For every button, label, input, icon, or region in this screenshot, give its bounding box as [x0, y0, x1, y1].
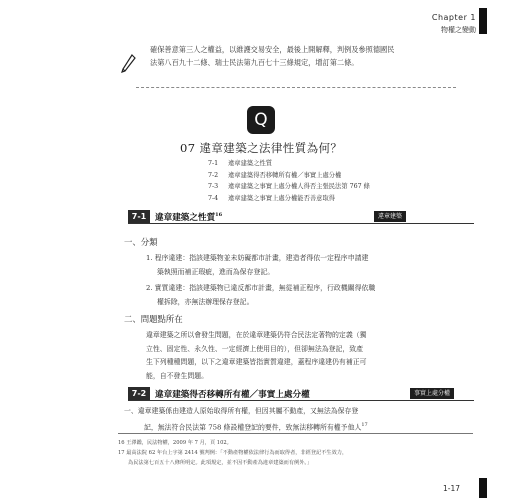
toc-number: 7-2: [208, 171, 219, 179]
page-tab-marker: [479, 478, 487, 498]
toc-number: 7-3: [208, 183, 219, 191]
chapter-label: Chapter 1: [431, 13, 476, 22]
toc-text: 違章建築之事實上處分權人得否主張民法第 767 條: [228, 183, 370, 191]
para-line: 違章建築之所以會發生問題，在於違章建築仍符合民法定著物的定義（獨: [146, 331, 367, 339]
para-line: 築執照而補正瑕疵，進而為保存登記。: [157, 267, 275, 276]
quote-divider: [136, 87, 456, 88]
para-line: 生下列種種問題，以下之違章建築皆指實質違建，蓋程序違建仍有補正可: [146, 358, 367, 367]
para-line: 立性、固定性、永久性、一定經濟上使用目的），但卻無法為登記，致產: [146, 344, 364, 353]
toc-text: 違章建築得否移轉所有權／事實上處分權: [228, 171, 342, 179]
footnotes: [118, 438, 478, 468]
toc-item: [208, 170, 370, 182]
footnote: 17 最高法院 62 年台上字第 2414 號判例：「不動產物權依法律行為而取得者，非經登記不生效力，: [118, 450, 348, 456]
part-heading: 二、問題點所在: [124, 314, 183, 324]
footnote-rule: [118, 433, 473, 434]
section-badge: 違章建築: [374, 211, 406, 222]
toc-item: [208, 181, 370, 193]
item-1: [146, 252, 466, 279]
quote-line: 確保善意第三人之權益，以維護交易安全，最後上開解釋，判例及參照德國民: [150, 45, 395, 54]
para-line: 記，無法符合民法第 758 條設權登記的要件，致無法移轉所有權予他人: [144, 422, 362, 431]
item-2: [146, 282, 466, 309]
part2-paragraph: [146, 329, 471, 383]
footnote-ref: 17: [361, 421, 368, 428]
para-line: 一、違章建築係由建造人原始取得所有權，但因其屬不動產，又無法為保存登: [124, 407, 359, 415]
footnote-ref: 16: [215, 212, 223, 219]
section-number: 7-2: [128, 387, 150, 400]
toc-item: [208, 158, 370, 170]
page-number: 1-17: [442, 484, 460, 493]
section-badge: 事實上處分權: [410, 388, 454, 399]
toc-number: 7-1: [208, 160, 219, 167]
toc-text: 違章建築之事實上處分權能否善意取得: [228, 194, 336, 202]
para-line: 2. 實質違建：指該建築物已違反都市計畫，無從補正程序，行政機關得依職: [146, 284, 376, 292]
quote-line: 法第八百九十二條、瑞士民法第九百七十三條規定，增訂第二條。: [150, 58, 359, 67]
pen-icon: [120, 54, 136, 76]
section-title: [155, 211, 222, 223]
question-icon: Q: [247, 106, 275, 134]
section-title-text: 違章建築之性質: [155, 213, 216, 223]
quote-text: [150, 43, 450, 69]
section-number: 7-1: [128, 210, 150, 223]
question-toc: [208, 158, 370, 204]
toc-item: [208, 193, 370, 205]
footnote: 為民法第七百五十八條所明定。此項規定，並不因不動產為違章建築而有例外。」: [128, 460, 313, 466]
chapter-header: [432, 12, 476, 36]
question-title: 07 違章建築之法律性質為何？: [180, 141, 343, 155]
toc-number: 7-4: [208, 194, 219, 202]
toc-text: 違章建築之性質: [228, 160, 273, 167]
section-rule: [128, 223, 474, 224]
para-line: 1. 程序違建：指該建築物並未妨礙都市計畫，建造者得依一定程序申請建: [146, 254, 369, 262]
footnote: 16 王澤鑑，民法物權，2009 年 7 月，頁 102。: [118, 440, 232, 446]
chapter-tab-marker: [479, 8, 487, 34]
part-heading: 一、分類: [124, 237, 158, 247]
section-rule: [128, 400, 474, 401]
section-title: 違章建築得否移轉所有權／事實上處分權: [155, 390, 310, 400]
chapter-subtitle: 物權之變動: [441, 26, 476, 34]
para-line: 權拆除，亦無法辦理保存登記。: [157, 297, 254, 306]
para-line: 能，自不發生問題。: [146, 371, 209, 380]
part3-paragraph: [124, 405, 474, 434]
